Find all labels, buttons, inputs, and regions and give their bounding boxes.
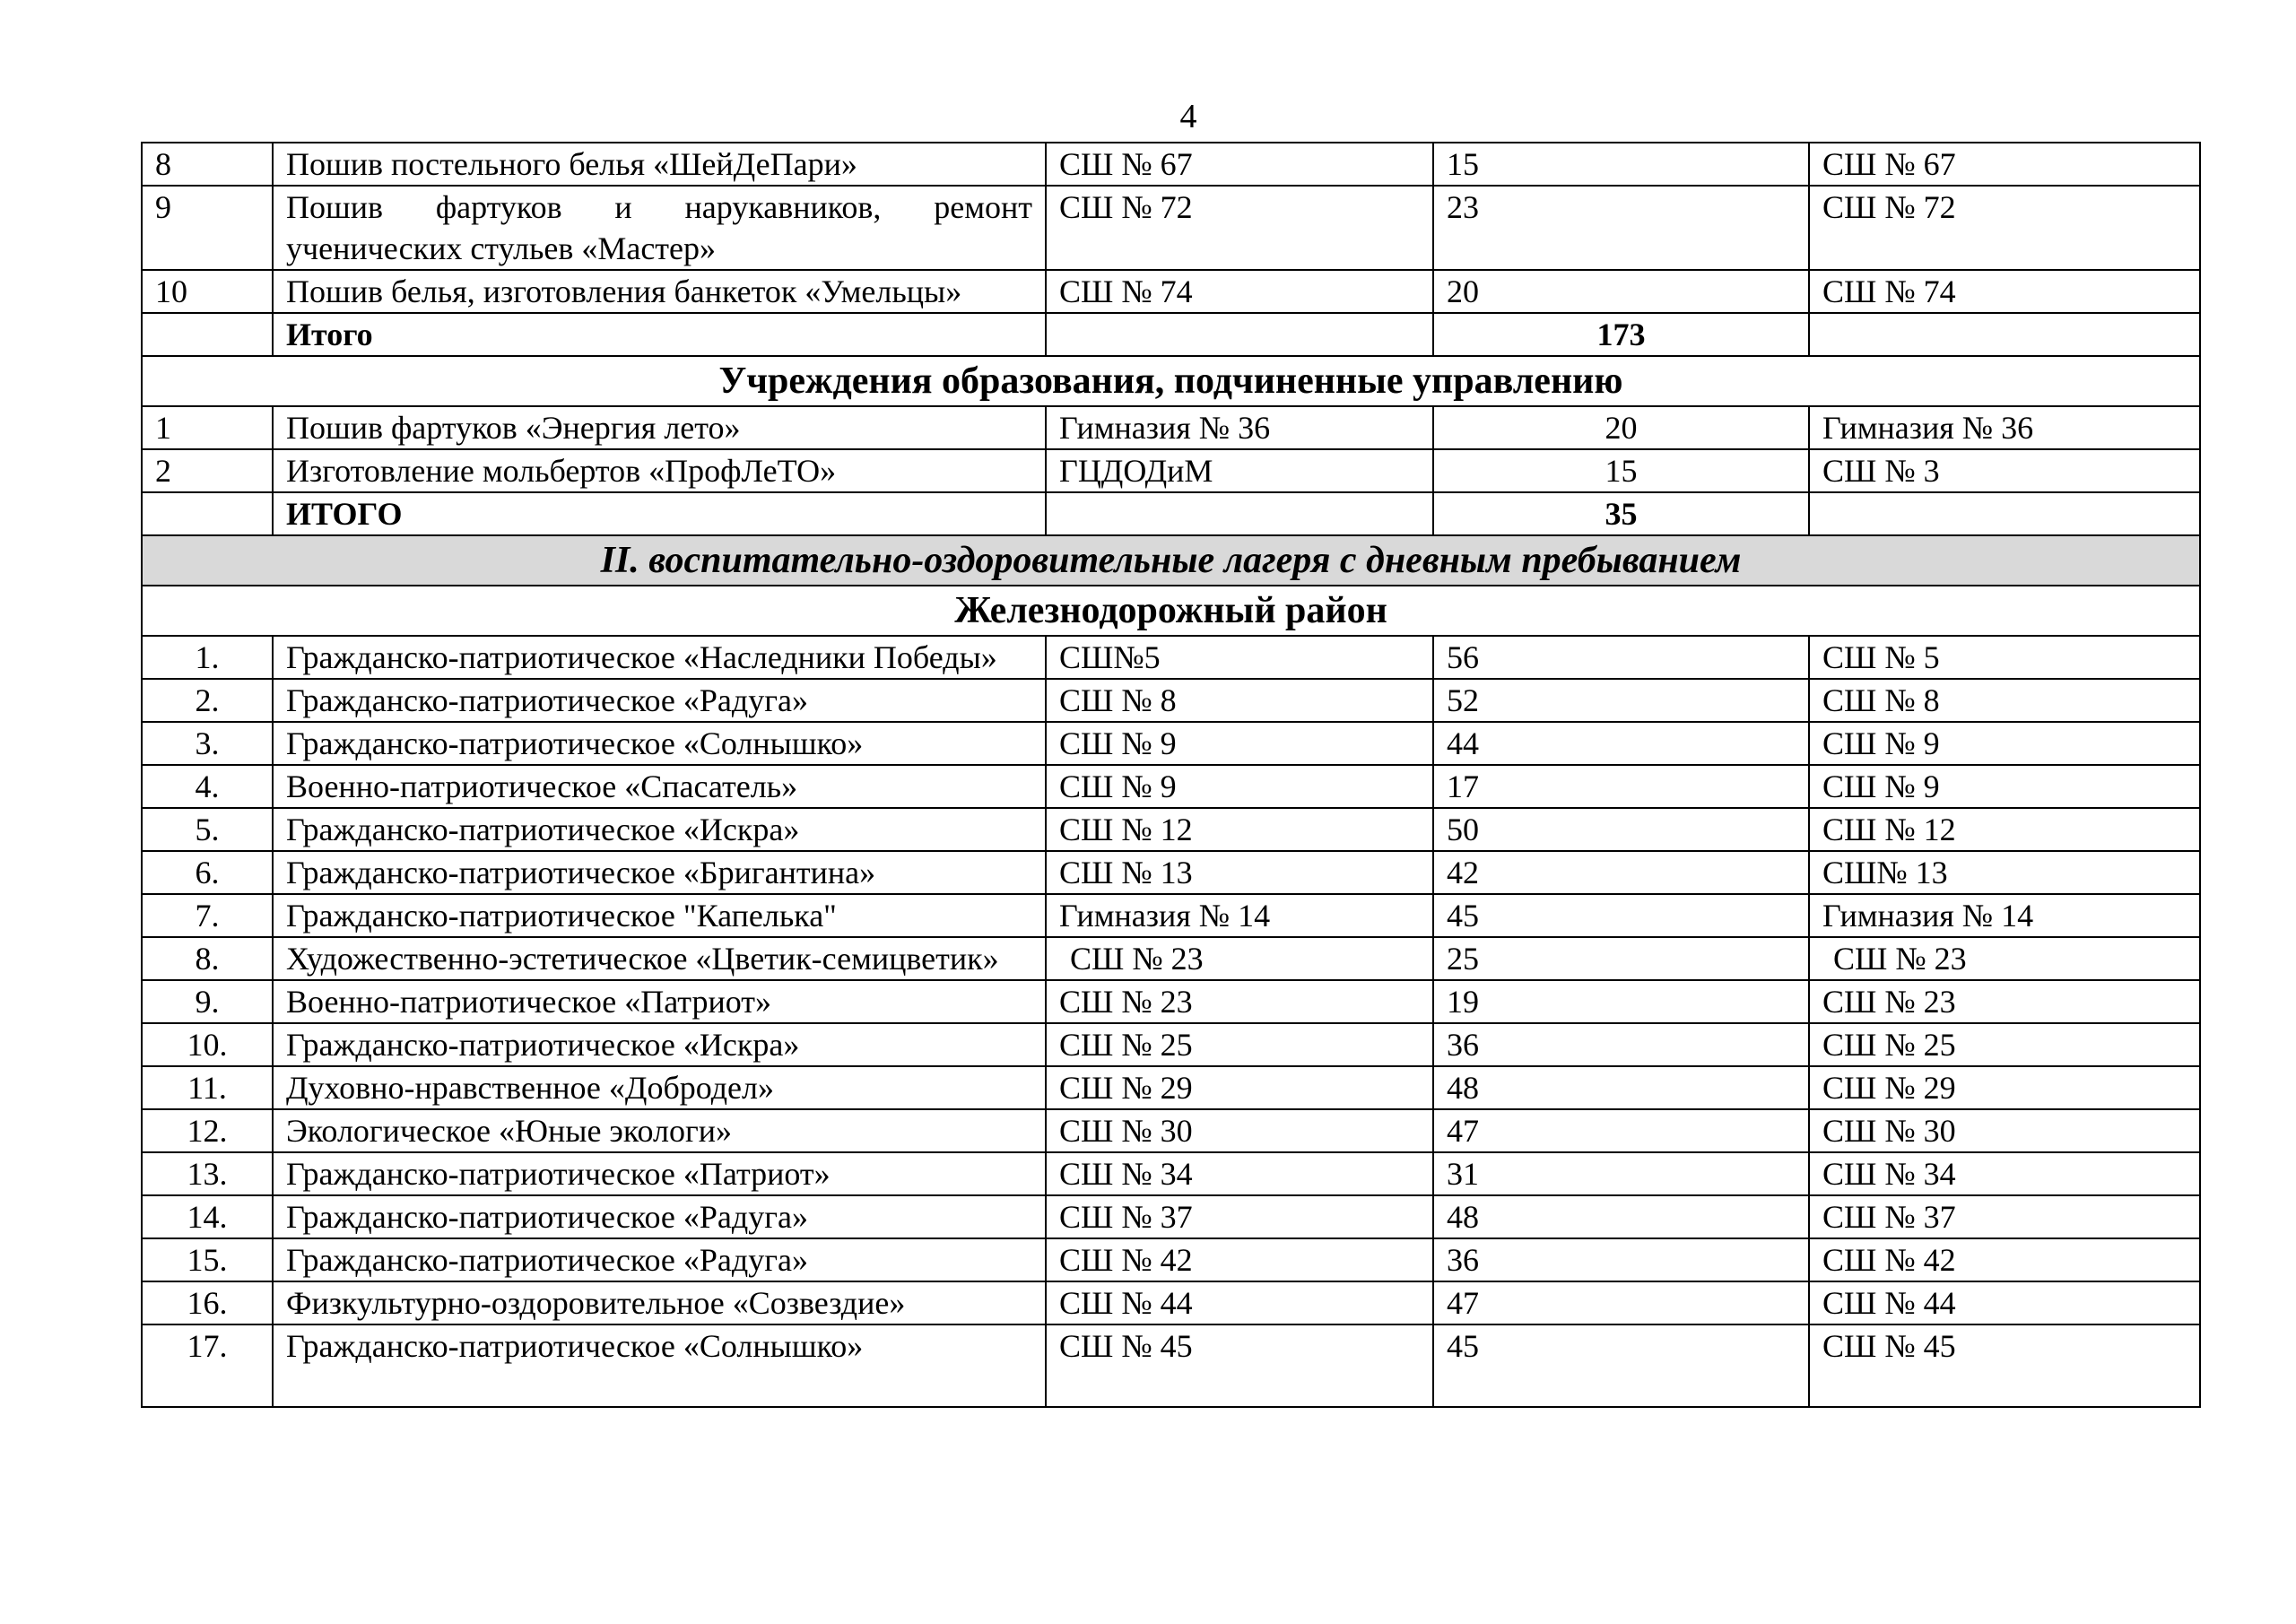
base-school: СШ № 9 (1809, 722, 2200, 765)
participant-count: 48 (1433, 1195, 1809, 1238)
total-value: 35 (1433, 492, 1809, 535)
row-number: 1 (142, 406, 273, 449)
activity-name: Гражданско-патриотическое «Радуга» (273, 679, 1046, 722)
school: СШ № 44 (1046, 1281, 1433, 1324)
school: СШ № 34 (1046, 1152, 1433, 1195)
participant-count: 45 (1433, 1324, 1809, 1407)
base-school: Гимназия № 36 (1809, 406, 2200, 449)
table-row (142, 1281, 2200, 1324)
base-school: СШ № 34 (1809, 1152, 2200, 1195)
total-label: ИТОГО (273, 492, 1046, 535)
table-row (142, 808, 2200, 851)
base-school: СШ № 30 (1809, 1109, 2200, 1152)
participant-count: 47 (1433, 1281, 1809, 1324)
school: СШ № 23 (1046, 937, 1433, 980)
school: ГЦДОДиМ (1046, 449, 1433, 492)
base-school: СШ № 29 (1809, 1066, 2200, 1109)
activity-name: Пошив постельного белья «ШейДеПари» (273, 143, 1046, 186)
empty-cell (1046, 313, 1433, 356)
activity-name: Гражданско-патриотическое «Бригантина» (273, 851, 1046, 894)
row-number: 17. (142, 1324, 273, 1407)
participant-count: 50 (1433, 808, 1809, 851)
activity-name: Гражданско-патриотическое «Патриот» (273, 1152, 1046, 1195)
school: Гимназия № 36 (1046, 406, 1433, 449)
base-school: СШ № 42 (1809, 1238, 2200, 1281)
school: СШ № 42 (1046, 1238, 1433, 1281)
participant-count: 25 (1433, 937, 1809, 980)
row-number: 7. (142, 894, 273, 937)
total-label: Итого (273, 313, 1046, 356)
activity-name: Изготовление мольбертов «ПрофЛеТО» (273, 449, 1046, 492)
table-row (142, 1066, 2200, 1109)
row-number: 10 (142, 270, 273, 313)
participant-count: 56 (1433, 636, 1809, 679)
school: СШ№5 (1046, 636, 1433, 679)
participant-count: 20 (1433, 270, 1809, 313)
row-number: 9 (142, 186, 273, 270)
activity-name: Гражданско-патриотическое «Искра» (273, 1023, 1046, 1066)
school: СШ № 25 (1046, 1023, 1433, 1066)
school: СШ № 9 (1046, 765, 1433, 808)
row-number: 9. (142, 980, 273, 1023)
table-row (142, 765, 2200, 808)
participant-count: 17 (1433, 765, 1809, 808)
base-school: СШ № 45 (1809, 1324, 2200, 1407)
base-school: Гимназия № 14 (1809, 894, 2200, 937)
total-row (142, 313, 2200, 356)
participant-count: 15 (1433, 449, 1809, 492)
row-number: 16. (142, 1281, 273, 1324)
table-row (142, 1238, 2200, 1281)
table-row (142, 937, 2200, 980)
activity-name: Гражданско-патриотическое «Наследники Победы» (273, 636, 1046, 679)
school: СШ № 74 (1046, 270, 1433, 313)
table-row (142, 980, 2200, 1023)
school: СШ № 45 (1046, 1324, 1433, 1407)
activity-name: Духовно-нравственное «Добродел» (273, 1066, 1046, 1109)
activity-name: Гражданско-патриотическое «Солнышко» (273, 722, 1046, 765)
section-heading-row (142, 356, 2200, 406)
empty-cell (1809, 492, 2200, 535)
school: СШ № 23 (1046, 980, 1433, 1023)
activity-name: Военно-патриотическое «Патриот» (273, 980, 1046, 1023)
base-school: СШ № 5 (1809, 636, 2200, 679)
participant-count: 44 (1433, 722, 1809, 765)
table-row (142, 270, 2200, 313)
school: СШ № 67 (1046, 143, 1433, 186)
school: СШ № 29 (1046, 1066, 1433, 1109)
section-heading: II. воспитательно-оздоровительные лагеря с дневным пребыванием (142, 535, 2200, 586)
school: СШ № 37 (1046, 1195, 1433, 1238)
participant-count: 36 (1433, 1238, 1809, 1281)
table-row (142, 143, 2200, 186)
row-number: 8. (142, 937, 273, 980)
activity-name: Художественно-эстетическое «Цветик-семицветик» (273, 937, 1046, 980)
participant-count: 31 (1433, 1152, 1809, 1195)
row-number: 6. (142, 851, 273, 894)
school: СШ № 72 (1046, 186, 1433, 270)
section-heading-row (142, 535, 2200, 586)
table-row (142, 679, 2200, 722)
base-school: СШ № 44 (1809, 1281, 2200, 1324)
empty-cell (142, 313, 273, 356)
empty-cell (1046, 492, 1433, 535)
table-row (142, 894, 2200, 937)
participant-count: 15 (1433, 143, 1809, 186)
table-row (142, 851, 2200, 894)
activity-name: Гражданско-патриотическое "Капелька" (273, 894, 1046, 937)
table-row (142, 1195, 2200, 1238)
participant-count: 52 (1433, 679, 1809, 722)
base-school: СШ № 23 (1809, 980, 2200, 1023)
row-number: 3. (142, 722, 273, 765)
table-row (142, 636, 2200, 679)
section-heading: Учреждения образования, подчиненные управлению (142, 356, 2200, 406)
table-row (142, 186, 2200, 270)
row-number: 1. (142, 636, 273, 679)
table-row (142, 1109, 2200, 1152)
row-number: 8 (142, 143, 273, 186)
table-row (142, 406, 2200, 449)
participant-count: 45 (1433, 894, 1809, 937)
activity-name: Пошив фартуков и нарукавников, ремонт ученических стульев «Мастер» (273, 186, 1046, 270)
school: СШ № 8 (1046, 679, 1433, 722)
base-school: СШ № 9 (1809, 765, 2200, 808)
district-heading-row (142, 586, 2200, 636)
row-number: 12. (142, 1109, 273, 1152)
participant-count: 36 (1433, 1023, 1809, 1066)
table-row (142, 1324, 2200, 1407)
district-heading: Железнодорожный район (142, 586, 2200, 636)
base-school: СШ № 3 (1809, 449, 2200, 492)
school: СШ № 9 (1046, 722, 1433, 765)
base-school: СШ № 23 (1809, 937, 2200, 980)
activity-name: Гражданско-патриотическое «Искра» (273, 808, 1046, 851)
base-school: СШ № 25 (1809, 1023, 2200, 1066)
activity-name: Физкультурно-оздоровительное «Созвездие» (273, 1281, 1046, 1324)
activity-name: Пошив фартуков «Энергия лето» (273, 406, 1046, 449)
base-school: СШ № 74 (1809, 270, 2200, 313)
participant-count: 47 (1433, 1109, 1809, 1152)
base-school: СШ№ 13 (1809, 851, 2200, 894)
activity-name: Пошив белья, изготовления банкеток «Умельцы» (273, 270, 1046, 313)
row-number: 5. (142, 808, 273, 851)
row-number: 2. (142, 679, 273, 722)
base-school: СШ № 72 (1809, 186, 2200, 270)
row-number: 15. (142, 1238, 273, 1281)
activity-name: Военно-патриотическое «Спасатель» (273, 765, 1046, 808)
row-number: 13. (142, 1152, 273, 1195)
activity-name: Гражданско-патриотическое «Радуга» (273, 1195, 1046, 1238)
row-number: 11. (142, 1066, 273, 1109)
participant-count: 42 (1433, 851, 1809, 894)
empty-cell (1809, 313, 2200, 356)
table-row (142, 449, 2200, 492)
table-row (142, 1152, 2200, 1195)
row-number: 2 (142, 449, 273, 492)
participant-count: 48 (1433, 1066, 1809, 1109)
row-number: 14. (142, 1195, 273, 1238)
base-school: СШ № 37 (1809, 1195, 2200, 1238)
activity-name: Экологическое «Юные экологи» (273, 1109, 1046, 1152)
table-row (142, 722, 2200, 765)
school: СШ № 13 (1046, 851, 1433, 894)
row-number: 4. (142, 765, 273, 808)
total-row (142, 492, 2200, 535)
activity-name: Гражданско-патриотическое «Радуга» (273, 1238, 1046, 1281)
total-value: 173 (1433, 313, 1809, 356)
participant-count: 23 (1433, 186, 1809, 270)
school: СШ № 12 (1046, 808, 1433, 851)
participant-count: 20 (1433, 406, 1809, 449)
empty-cell (142, 492, 273, 535)
activity-name: Гражданско-патриотическое «Солнышко» (273, 1324, 1046, 1407)
row-number: 10. (142, 1023, 273, 1066)
school: СШ № 30 (1046, 1109, 1433, 1152)
document-table (141, 142, 2201, 1408)
table-row (142, 1023, 2200, 1066)
base-school: СШ № 12 (1809, 808, 2200, 851)
page-number: 4 (1179, 98, 1197, 135)
base-school: СШ № 67 (1809, 143, 2200, 186)
participant-count: 19 (1433, 980, 1809, 1023)
base-school: СШ № 8 (1809, 679, 2200, 722)
school: Гимназия № 14 (1046, 894, 1433, 937)
